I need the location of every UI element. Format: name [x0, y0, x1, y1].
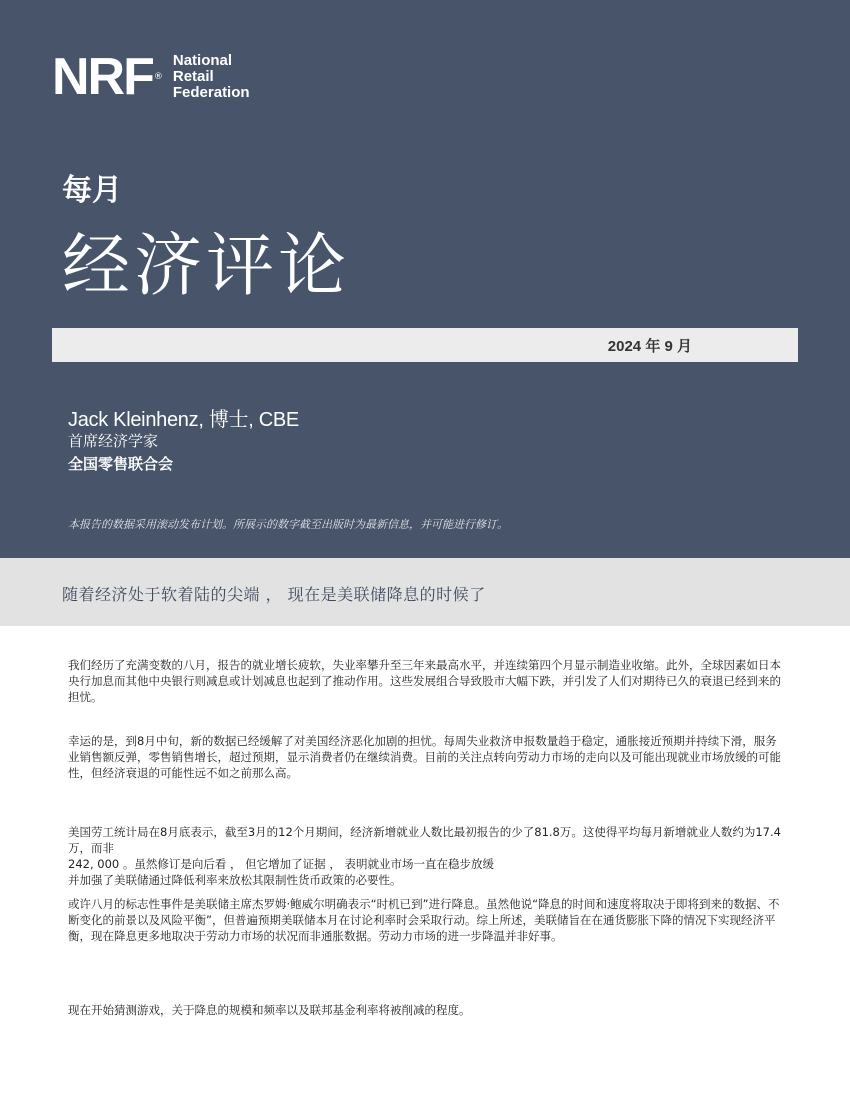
paragraph-2: 幸运的是，到8月中旬，新的数据已经缓解了对美国经济恶化加剧的担忧。每周失业救济申报数量趋于稳定，通胀接近预期并持续下滑，服务业销售额反弹，零售销售增长，超过预期，显示消费者仍在继续消费。目前的关注点转向劳动力市场的走向以及可能出现就业市场放缓的可能性，但经济衰退的可能性远不如之前那么高。: [68, 734, 781, 780]
date-bar: [52, 328, 798, 362]
author-organization: 全国零售联合会: [68, 455, 174, 473]
report-date: 2024 年 9 月: [607, 338, 692, 355]
author-role: 首席经济学家: [68, 432, 159, 450]
logo-line-2: Retail: [172, 68, 214, 85]
logo-line-3: Federation: [172, 84, 250, 101]
paragraph-4: 或许八月的标志性事件是美联储主席杰罗姆·鲍威尔明确表示“时机已到”进行降息。虽然他说“降息的时间和速度将取决于即将到来的数据、不断变化的前景以及风险平衡”，但普遍预期美联储本月在讨论利率时会采取行动。综上所述，美联储旨在在通货膨胀下降的情况下实现经济平衡，现在降息更多地取决于劳动力市场的状况而非通胀数据。劳动力市场的进一步降温并非好事。: [68, 897, 780, 943]
paragraph-3: [68, 824, 788, 888]
nrf-logo: [52, 48, 250, 106]
headline-band: [0, 558, 850, 626]
article-headline: 随着经济处于软着陆的尖端 ， 现在是美联储降息的时候了: [62, 585, 486, 604]
author-name: Jack Kleinhenz, 博士, CBE: [68, 409, 299, 431]
paragraph-3-line-b: 242, 000 。虽然修订是向后看 ， 但它增加了证据 ， 表明就业市场一直在稳步放缓: [68, 857, 494, 871]
paragraph-1: 我们经历了充满变数的八月，报告的就业增长疲软，失业率攀升至三年来最高水平，并连续第四个月显示制造业收缩。此外，全球因素如日本央行加息而其他中央银行则减息或计划减息也起到了推动作用。这些发展组合导致股市大幅下跌，并引发了人们对期待已久的衰退已经到来的担忧。: [68, 658, 781, 704]
paragraph-3-line-a: 美国劳工统计局在8月底表示，截至3月的12个月期间，经济新增就业人数比最初报告的少了81.8万。这使得平均每月新增就业人数约为17.4万，而非: [68, 825, 781, 855]
paragraph-5: 现在开始猜测游戏，关于降息的规模和频率以及联邦基金利率将被削减的程度。: [68, 1003, 471, 1017]
report-title: 经济评论: [62, 227, 351, 306]
registered-mark-icon: ®: [153, 72, 163, 82]
paragraph-3-line-c: 并加强了美联储通过降低利率来放松其限制性货币政策的必要性。: [68, 873, 402, 887]
logo-mark: NRF: [52, 48, 153, 106]
logo-line-1: National: [172, 52, 233, 69]
report-subtitle: 每月: [62, 173, 122, 208]
data-disclaimer: 本报告的数据采用滚动发布计划。所展示的数字截至出版时为最新信息，并可能进行修订。: [68, 518, 508, 531]
logo-wordmark: [173, 53, 250, 101]
